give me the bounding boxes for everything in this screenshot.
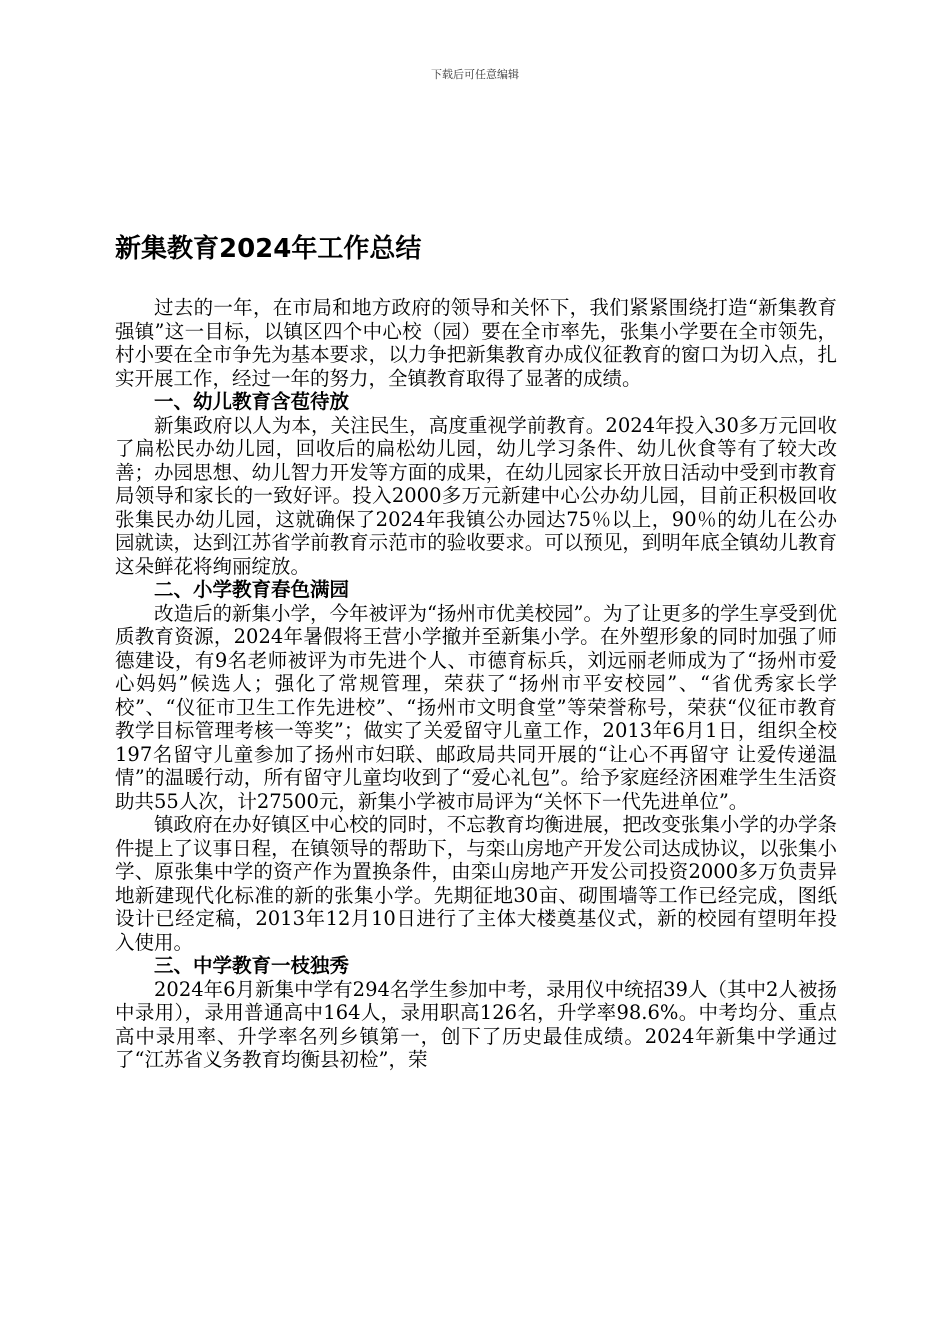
document-title: 新集教育2024年工作总结: [115, 234, 422, 264]
intro-paragraph: 过去的一年，在市局和地方政府的领导和关怀下，我们紧紧围绕打造“新集教育强镇”这一目标，以镇区四个中心校（园）要在全市率先，张集小学要在全市领先，村小要在全市争先为基本要求，以力争把新集教育办成仪征教育的窗口为切入点，扎实开展工作，经过一年的努力，全镇教育取得了显著的成绩。: [115, 296, 837, 390]
section-heading-secondary: 三、中学教育一枝独秀: [154, 954, 350, 977]
document-body: [115, 296, 837, 1072]
section-paragraph: 2024年6月新集中学有294名学生参加中考，录用仪中统招39人（其中2人被扬中录用），录用普通高中164人，录用职高126名，升学率98.6%。中考均分、重点高中录用率、升学率名列乡镇第一，创下了历史最佳成绩。2024年新集中学通过了“江苏省义务教育均衡县初检”，荣: [115, 977, 837, 1071]
section-paragraph: 镇政府在办好镇区中心校的同时，不忘教育均衡进展，把改变张集小学的办学条件提上了议事日程，在镇领导的帮助下，与栾山房地产开发公司达成协议，以张集小学、原张集中学的资产作为置换条件，由栾山房地产开发公司投资2000多万负责异地新建现代化标准的新的张集小学。先期征地30亩、砌围墙等工作已经完成，图纸设计已经定稿，2013年12月10日进行了主体大楼奠基仪式，新的校园有望明年投入使用。: [115, 813, 837, 954]
section-heading-primary: 二、小学教育春色满园: [154, 578, 350, 601]
section-paragraph: 改造后的新集小学，今年被评为“扬州市优美校园”。为了让更多的学生享受到优质教育资源，2024年暑假将王营小学撤并至新集小学。在外塑形象的同时加强了师德建设，有9名老师被评为市先进个人、市德育标兵，刘远丽老师成为了“扬州市爱心妈妈”候选人；强化了常规管理，荣获了“扬州市平安校园”、“省优秀家长学校”、“仪征市卫生工作先进校”、“扬州市文明食堂”等荣誉称号，荣获“仪征市教育教学目标管理考核一等奖”；做实了关爱留守儿童工作，2013年6月1日，组织全校197名留守儿童参加了扬州市妇联、邮政局共同开展的“让心不再留守 让爱传递温情”的温暖行动，所有留守儿童均收到了“爱心礼包”。给予家庭经济困难学生生活资助共55人次，计27500元，新集小学被市局评为“关怀下一代先进单位”。: [115, 601, 837, 813]
page-header-note: 下载后可任意编辑: [431, 68, 519, 81]
section-heading-preschool: 一、幼儿教育含苞待放: [154, 390, 350, 413]
section-paragraph: 新集政府以人为本，关注民生，高度重视学前教育。2024年投入30多万元回收了扁松民办幼儿园，回收后的扁松幼儿园，幼儿学习条件、幼儿伙食等有了较大改善；办园思想、幼儿智力开发等方面的成果，在幼儿园家长开放日活动中受到市教育局领导和家长的一致好评。投入2000多万元新建中心公办幼儿园，目前正积极回收张集民办幼儿园，这就确保了2024年我镇公办园达75％以上，90％的幼儿在公办园就读，达到江苏省学前教育示范市的验收要求。可以预见，到明年底全镇幼儿教育这朵鲜花将绚丽绽放。: [115, 413, 837, 578]
